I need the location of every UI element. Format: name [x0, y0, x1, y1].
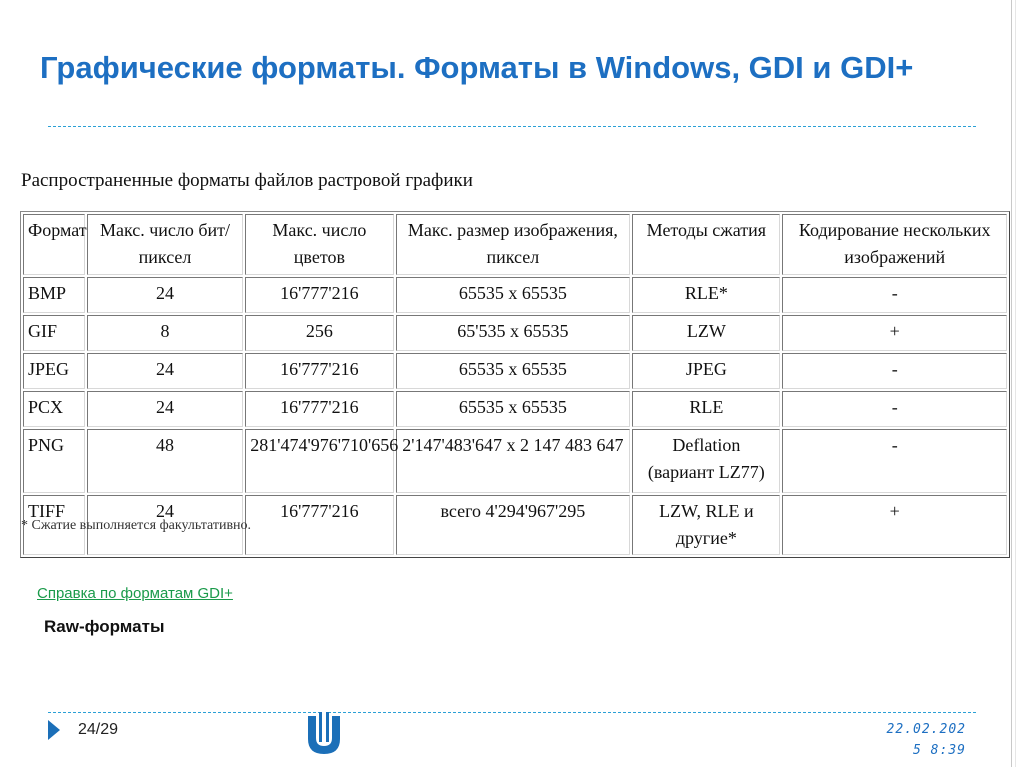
cell-colors: 16'777'216 [245, 277, 393, 313]
cell-multi: - [782, 277, 1007, 313]
title-divider [48, 126, 976, 127]
cell-multi: - [782, 429, 1007, 493]
cell-compression: Deflation (вариант LZ77) [632, 429, 780, 493]
cell-bits: 24 [87, 391, 243, 427]
table-row [23, 429, 1007, 493]
table-row [23, 353, 1007, 389]
cell-multi: + [782, 495, 1007, 555]
cell-size: всего 4'294'967'295 [396, 495, 631, 555]
header-max-colors: Макс. число цветов [245, 214, 393, 275]
header-format: Формат [23, 214, 85, 275]
cell-multi: - [782, 391, 1007, 427]
cell-bits: 24 [87, 495, 243, 555]
cell-format: TIFF [23, 495, 85, 555]
table-header-row [23, 214, 1007, 275]
cell-bits: 24 [87, 277, 243, 313]
header-max-size: Макс. размер изображения, пиксел [396, 214, 631, 275]
raw-formats-heading: Raw-форматы [44, 617, 165, 636]
university-logo-icon [305, 712, 343, 756]
gdi-formats-help-link[interactable]: Справка по форматам GDI+ [37, 585, 233, 602]
cell-bits: 8 [87, 315, 243, 351]
cell-compression: RLE [632, 391, 780, 427]
cell-colors: 281'474'976'710'656 [245, 429, 393, 493]
formats-table [20, 211, 1010, 558]
cell-colors: 16'777'216 [245, 495, 393, 555]
cell-size: 65535 x 65535 [396, 353, 631, 389]
footer-divider [48, 712, 976, 713]
cell-bits: 48 [87, 429, 243, 493]
triangle-right-icon[interactable] [48, 720, 60, 740]
header-compression: Методы сжатия [632, 214, 780, 275]
cell-format: GIF [23, 315, 85, 351]
table-caption: Распространенные форматы файлов растровой графики [21, 170, 473, 191]
header-max-bits: Макс. число бит/ пиксел [87, 214, 243, 275]
slide-date [880, 719, 966, 761]
slide-edge-line-light [1015, 0, 1016, 767]
cell-compression: RLE* [632, 277, 780, 313]
slide-edge-line [1011, 0, 1012, 767]
cell-size: 65'535 x 65535 [396, 315, 631, 351]
table-row [23, 315, 1007, 351]
cell-compression: JPEG [632, 353, 780, 389]
cell-multi: + [782, 315, 1007, 351]
cell-compression: LZW, RLE и другие* [632, 495, 780, 555]
cell-colors: 256 [245, 315, 393, 351]
cell-colors: 16'777'216 [245, 391, 393, 427]
table-row [23, 391, 1007, 427]
date-line-2: 5 8:39 [913, 743, 966, 758]
cell-format: PCX [23, 391, 85, 427]
page-number: 24/29 [78, 721, 119, 738]
cell-format: JPEG [23, 353, 85, 389]
cell-multi: - [782, 353, 1007, 389]
cell-size: 65535 x 65535 [396, 277, 631, 313]
cell-size: 2'147'483'647 x 2 147 483 647 [396, 429, 631, 493]
cell-colors: 16'777'216 [245, 353, 393, 389]
table-row [23, 277, 1007, 313]
date-line-1: 22.02.202 [886, 722, 966, 737]
header-multi-image: Кодирование нескольких изображений [782, 214, 1007, 275]
cell-bits: 24 [87, 353, 243, 389]
cell-size: 65535 x 65535 [396, 391, 631, 427]
slide-title: Графические форматы. Форматы в Windows, GDI и GDI+ [40, 50, 914, 85]
cell-compression: LZW [632, 315, 780, 351]
cell-format: PNG [23, 429, 85, 493]
cell-format: BMP [23, 277, 85, 313]
table-footnote: * Сжатие выполняется факультативно. [21, 518, 252, 533]
